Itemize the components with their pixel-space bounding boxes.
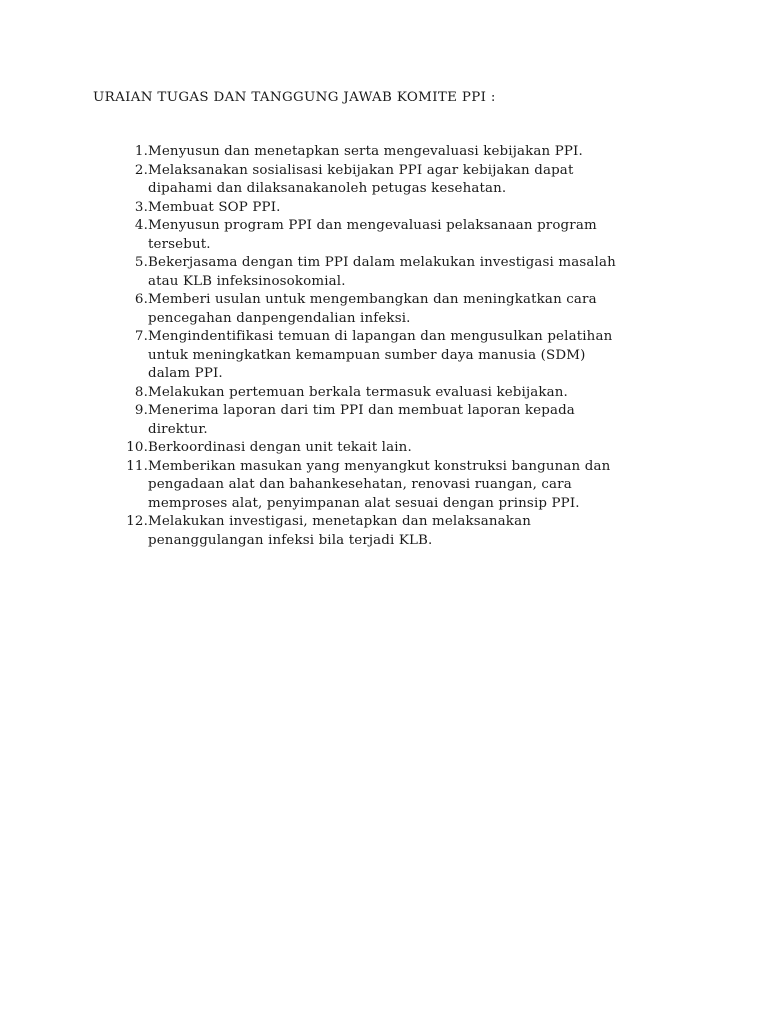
list-item <box>112 143 672 162</box>
list-item <box>112 328 672 384</box>
item-text <box>148 143 672 162</box>
item-text-line: Menyusun program PPI dan mengevaluasi pelaksanaan program <box>148 218 597 233</box>
list-item <box>112 513 672 550</box>
list-item <box>112 291 672 328</box>
list-item <box>112 439 672 458</box>
document-title: URAIAN TUGAS DAN TANGGUNG JAWAB KOMITE PPI : <box>93 90 496 105</box>
item-number: 3. <box>134 199 148 215</box>
item-text-line: Melakukan pertemuan berkala termasuk evaluasi kebijakan. <box>148 384 568 400</box>
item-number: 7. <box>134 329 148 344</box>
item-text-line: Membuat SOP PPI. <box>148 199 281 215</box>
item-text <box>148 513 672 550</box>
item-number: 4. <box>134 218 148 233</box>
item-text-line: Bekerjasama dengan tim PPI dalam melakukan investigasi masalah <box>148 255 616 270</box>
item-text <box>148 199 672 218</box>
item-text-line: Melaksanakan sosialisasi kebijakan PPI agar kebijakan dapat <box>148 162 574 178</box>
item-text-line: Menyusun dan menetapkan serta mengevaluasi kebijakan PPI. <box>148 144 583 159</box>
item-text-line: pencegahan danpengendalian infeksi. <box>148 310 411 326</box>
item-text-line: Melakukan investigasi, menetapkan dan melaksanakan <box>148 514 531 529</box>
list-item <box>112 162 672 199</box>
item-number: 9. <box>134 403 148 418</box>
item-text-line: Berkoordinasi dengan unit tekait lain. <box>148 440 412 455</box>
item-text-line: tersebut. <box>148 236 211 252</box>
item-text <box>148 217 672 254</box>
item-number: 1. <box>134 144 148 159</box>
item-text-line: atau KLB infeksinosokomial. <box>148 273 346 289</box>
list-item <box>112 384 672 403</box>
item-number: 8. <box>134 384 148 400</box>
item-number: 5. <box>134 255 148 270</box>
item-text-line: penanggulangan infeksi bila terjadi KLB. <box>148 532 433 548</box>
item-text <box>148 458 672 514</box>
item-text-line: Mengindentifikasi temuan di lapangan dan mengusulkan pelatihan <box>148 329 613 344</box>
item-text-line: untuk meningkatkan kemampuan sumber daya manusia (SDM) <box>148 347 586 363</box>
item-number: 10. <box>126 440 148 455</box>
list-item <box>112 199 672 218</box>
item-text-line: direktur. <box>148 421 208 437</box>
list-item <box>112 402 672 439</box>
item-text <box>148 254 672 291</box>
item-number: 6. <box>134 292 148 307</box>
item-text <box>148 402 672 439</box>
item-text-line: Menerima laporan dari tim PPI dan membuat laporan kepada <box>148 403 575 418</box>
item-text-line: Memberikan masukan yang menyangkut konstruksi bangunan dan <box>148 458 611 474</box>
item-text-line: dalam PPI. <box>148 366 223 381</box>
list-item <box>112 217 672 254</box>
item-text <box>148 291 672 328</box>
item-text <box>148 384 672 403</box>
item-text-line: Memberi usulan untuk mengembangkan dan meningkatkan cara <box>148 292 597 307</box>
item-number: 2. <box>134 162 148 178</box>
list-item <box>112 254 672 291</box>
item-text <box>148 162 672 199</box>
item-text-line: memproses alat, penyimpanan alat sesuai dengan prinsip PPI. <box>148 495 580 511</box>
item-number: 12. <box>126 514 148 529</box>
item-text <box>148 439 672 458</box>
item-number: 11. <box>126 458 148 474</box>
list-item <box>112 458 672 514</box>
item-text <box>148 328 672 384</box>
item-text-line: dipahami dan dilaksanakanoleh petugas kesehatan. <box>148 181 507 196</box>
task-list <box>112 143 672 550</box>
item-text-line: pengadaan alat dan bahankesehatan, renovasi ruangan, cara <box>148 477 572 492</box>
